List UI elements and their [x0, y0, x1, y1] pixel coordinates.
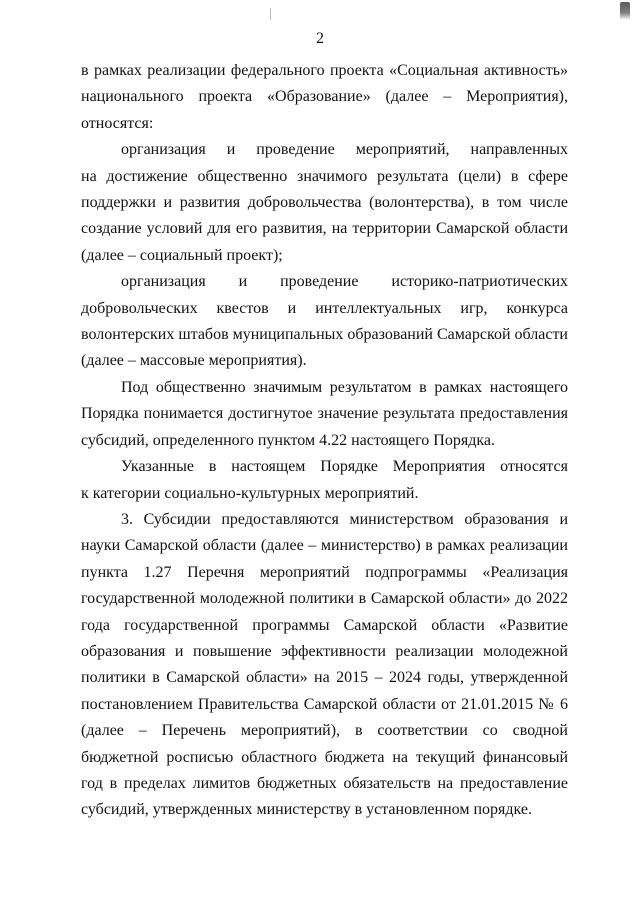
- page-number: 2: [316, 30, 324, 47]
- word: относятся: [500, 458, 568, 476]
- paragraph-subsidies: 3. Субсидии предоставляются министерством образования и науки Самарской области (далее – министерство) в рамках реализации пункта 1.27 Перечня мероприятий подпрограммы «Реализация государственной молодежной политики в Самарской области» до 2022 года государственной программы Самарской области «Развитие образования и повышение эффективности реализации молодежной политики в Самарской области» на 2015 – 2024 годы, утвержденной постановлением Правительства Самарской области от 21.01.2015 № 6 (далее – Перечень мероприятий), в соответствии со сводной бюджетной росписью областного бюджета на текущий финансовый год в пределах лимитов бюджетных обязательств на предоставление субсидий, утвержденных министерству в установленном порядке.: [81, 510, 568, 819]
- paragraph-mass-events: добровольческих квестов и интеллектуальных игр, конкурса волонтерских штабов муниципальных образований Самарской области (далее – массовые мероприятия).: [81, 299, 568, 370]
- paragraph-mass-events-first-line: [81, 269, 568, 295]
- paragraph-category-first-line: [81, 454, 568, 480]
- word: и: [226, 141, 236, 159]
- paragraph-social-project-first-line: [81, 137, 568, 163]
- word: настоящем: [231, 458, 306, 476]
- paragraph-social-project: на достижение общественно значимого результата (цели) в сфере поддержки и развития добровольчества (волонтерства), в том числе создание условий для его развития, на территории Самарской области (далее – социальный проект);: [81, 167, 568, 264]
- word: в: [208, 458, 217, 476]
- word: проведение: [256, 141, 335, 159]
- word: Порядке: [320, 458, 378, 476]
- word: мероприятий,: [355, 141, 450, 159]
- word: историко-патриотических: [391, 273, 568, 291]
- paragraph-significant-result: Под общественно значимым результатом в рамках настоящего Порядка понимается достигнутое значение результата предоставления субсидий, определенного пунктом 4.22 настоящего Порядка.: [81, 378, 568, 449]
- paragraph-category: к категории социально-культурных мероприятий.: [81, 484, 419, 502]
- word: организация: [121, 273, 206, 291]
- word: Указанные: [121, 458, 194, 476]
- word: организация: [121, 141, 206, 159]
- paragraph-intro: в рамках реализации федерального проекта «Социальная активность» национального проекта «Образование» (далее – Мероприятия), относятся:: [81, 62, 568, 132]
- word: проведение: [280, 273, 359, 291]
- document-body: [81, 58, 568, 824]
- scan-artifact: [620, 2, 630, 20]
- word: Мероприятия: [392, 458, 486, 476]
- scan-artifact-tick: [270, 8, 271, 20]
- word: направленных: [470, 141, 568, 159]
- word: и: [238, 273, 248, 291]
